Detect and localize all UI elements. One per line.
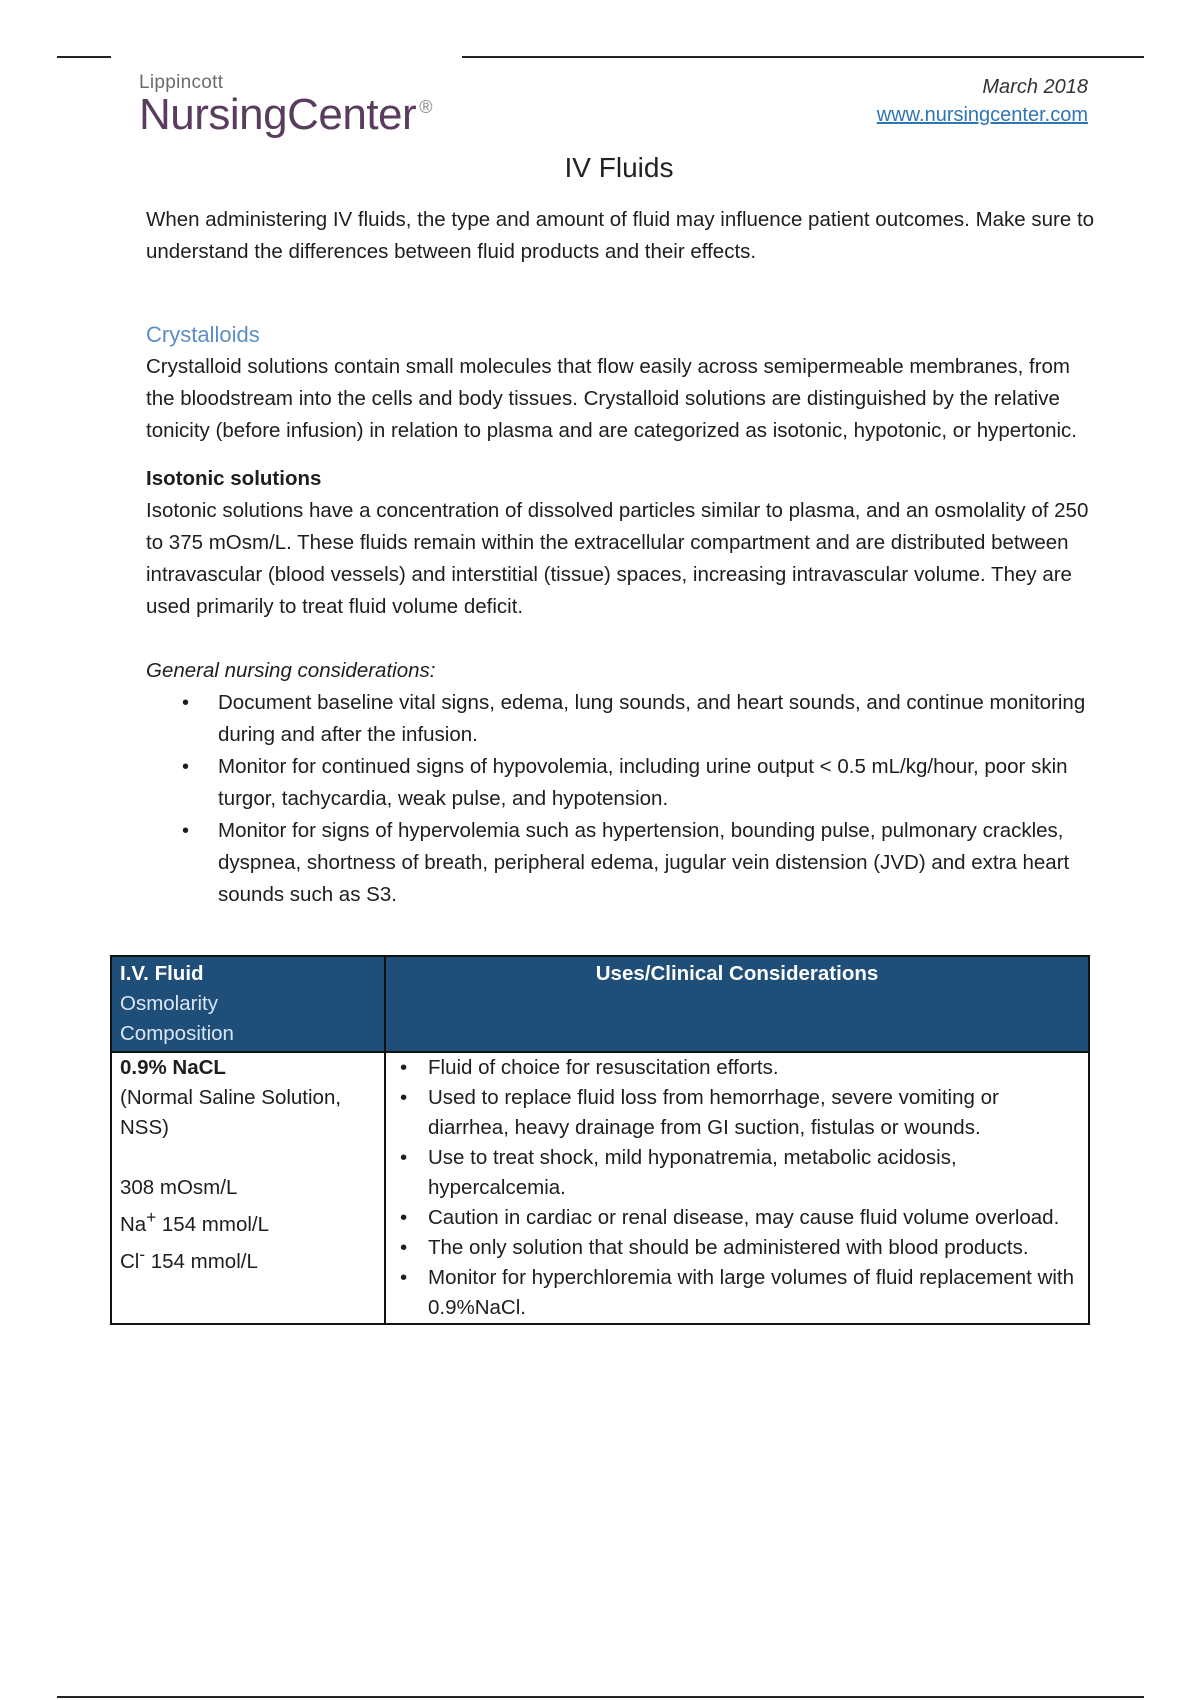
chloride-value: 154 mmol/L: [145, 1249, 258, 1273]
considerations-list: [146, 687, 1096, 911]
fluid-chloride: [120, 1240, 376, 1277]
brand-small-text: Lippincott: [139, 72, 224, 93]
chloride-charge: -: [139, 1244, 146, 1264]
sodium-charge: +: [146, 1208, 157, 1227]
list-item: • Use to treat shock, mild hyponatremia, metabolic acidosis, hypercalcemia.: [428, 1143, 1080, 1203]
top-rule-left: [57, 56, 111, 58]
sodium-value: 154 mmol/L: [156, 1212, 270, 1236]
header-fluid: I.V. Fluid: [120, 962, 204, 985]
fluid-cell: [111, 1052, 385, 1324]
fluid-sodium: [120, 1203, 376, 1240]
header-cell-uses: [385, 956, 1089, 1052]
chloride-label: Cl: [120, 1249, 140, 1273]
list-item: • Document baseline vital signs, edema, lung sounds, and heart sounds, and continue monitoring during and after the infusion.: [218, 687, 1096, 751]
header-cell-fluid: [111, 956, 385, 1052]
list-item: • Monitor for signs of hypervolemia such as hypertension, bounding pulse, pulmonary crackles, dyspnea, shortness of breath, peripheral edema, jugular vein distension (JVD) and extra heart sounds such as S3.: [218, 815, 1096, 911]
uses-list: [386, 1053, 1080, 1323]
top-rule-right: [462, 56, 1144, 58]
document-body: [146, 204, 1096, 911]
page-title: IV Fluids: [564, 152, 674, 183]
header-uses: Uses/Clinical Considerations: [595, 962, 879, 985]
cell-spacer: [120, 1143, 376, 1173]
publish-date: March 2018: [982, 76, 1088, 98]
list-item: • Caution in cardiac or renal disease, may cause fluid volume overload.: [428, 1203, 1080, 1233]
list-item: • The only solution that should be administered with blood products.: [428, 1233, 1080, 1263]
fluid-alias: (Normal Saline Solution, NSS): [120, 1086, 342, 1139]
brand-main-text: [139, 90, 432, 140]
brand-logo: [139, 72, 432, 140]
website-link[interactable]: www.nursingcenter.com: [876, 104, 1088, 126]
list-item: • Used to replace fluid loss from hemorrhage, severe vomiting or diarrhea, heavy drainage from GI suction, fistulas or wounds.: [428, 1083, 1080, 1143]
intro-paragraph: When administering IV fluids, the type and amount of fluid may influence patient outcomes. Make sure to understand the differences between fluid products and their effects.: [146, 208, 1095, 263]
brand-main-word: NursingCenter: [139, 90, 417, 139]
crystalloids-heading: Crystalloids: [146, 322, 260, 347]
list-item: • Monitor for hyperchloremia with large volumes of fluid replacement with 0.9%NaCl.: [428, 1263, 1080, 1323]
isotonic-heading: Isotonic solutions: [146, 467, 322, 490]
iv-fluid-table: [110, 955, 1090, 1325]
isotonic-paragraph: Isotonic solutions have a concentration of dissolved particles similar to plasma, and an osmolality of 250 to 375 mOsm/L. These fluids remain within the extracellular compartment and are distributed between intravascular (blood vessels) and interstitial (tissue) spaces, increasing intravascular volume. They are used primarily to treat fluid volume deficit.: [146, 499, 1089, 618]
registered-mark: ®: [419, 97, 432, 118]
fluid-osmolarity: 308 mOsm/L: [120, 1176, 238, 1199]
uses-cell: [385, 1052, 1089, 1324]
header-osmolarity: Osmolarity: [120, 992, 218, 1015]
sodium-label: Na: [120, 1212, 147, 1236]
header-composition: Composition: [120, 1022, 234, 1045]
list-item: • Monitor for continued signs of hypovolemia, including urine output < 0.5 mL/kg/hour, poor skin turgor, tachycardia, weak pulse, and hypotension.: [218, 751, 1096, 815]
list-item: • Fluid of choice for resuscitation efforts.: [428, 1053, 1080, 1083]
table-row: [111, 1052, 1089, 1324]
table-header-row: [111, 956, 1089, 1052]
crystalloids-paragraph: Crystalloid solutions contain small molecules that flow easily across semipermeable membranes, from the bloodstream into the cells and body tissues. Crystalloid solutions are distinguished by the relative tonicity (before infusion) in relation to plasma and are categorized as isotonic, hypotonic, or hypertonic.: [146, 355, 1077, 442]
fluid-name: 0.9% NaCL: [120, 1056, 226, 1079]
considerations-heading: General nursing considerations:: [146, 659, 436, 682]
header-meta: [877, 76, 1088, 127]
bottom-rule: [57, 1696, 1144, 1698]
